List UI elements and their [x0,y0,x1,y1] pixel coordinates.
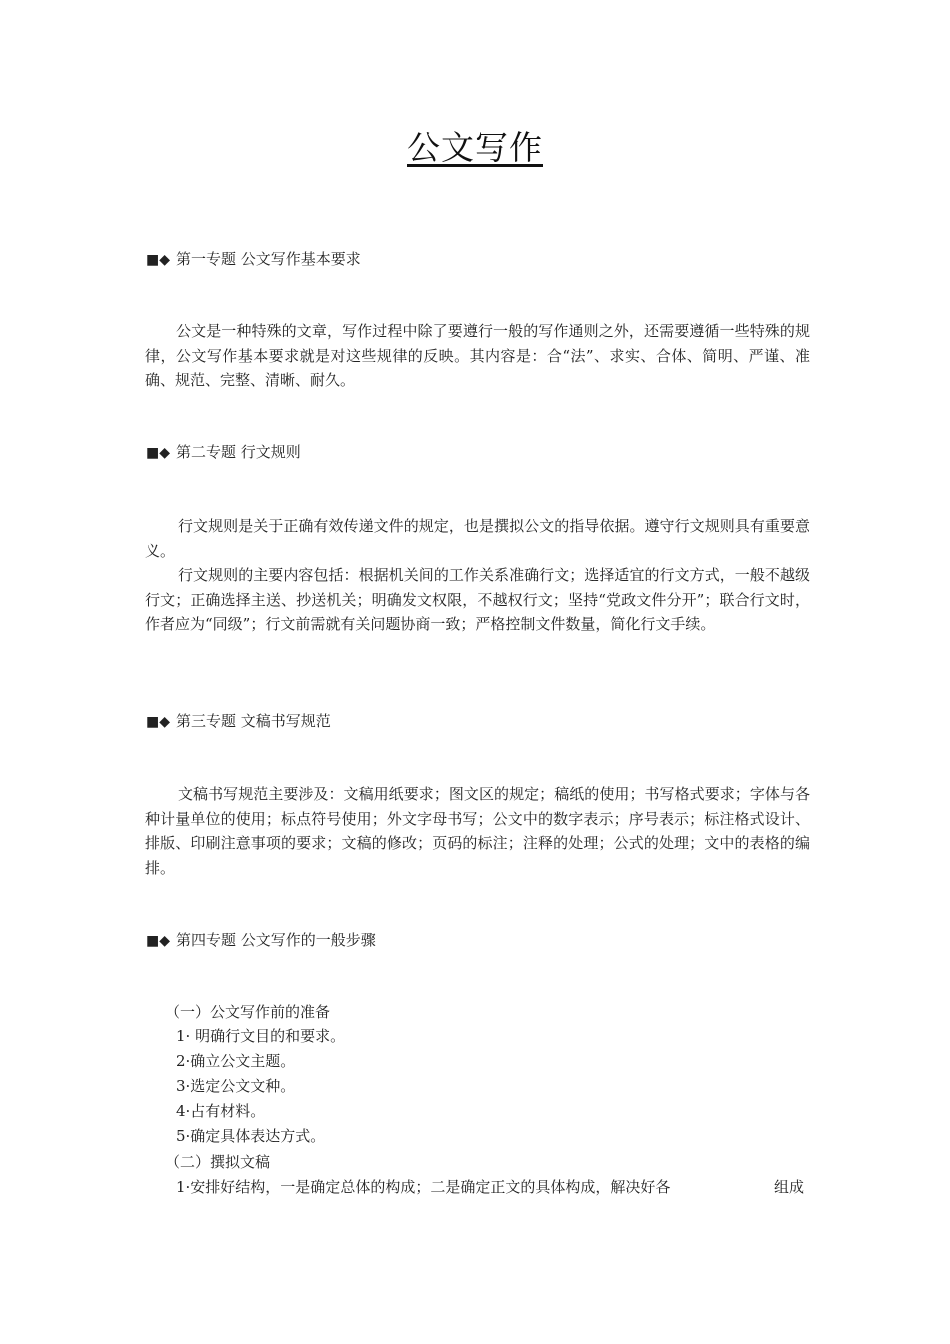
list-item: 1·安排好结构，一是确定总体的构成；二是确定正文的具体构成，解决好各 [176,1178,671,1196]
paragraph: 行文规则的主要内容包括：根据机关间的工作关系准确行文；选择适宜的行文方式，一般不越级行文；正确选择主送、抄送机关；明确发文权限，不越权行文；坚持“党政文件分开”；联合行文时，作者应为“同级”；行文前需就有关问题协商一致；严格控制文件数量，简化行文手续。 [145,566,810,633]
paragraph: 公文是一种特殊的文章，写作过程中除了要遵行一般的写作通则之外，还需要遵循一些特殊的规律，公文写作基本要求就是对这些规律的反映。其内容是：合“法”、求实、合体、简明、严谨、准确、规范、完整、清晰、耐久。 [145,322,810,389]
list-item: 4·占有材料。 [176,1102,266,1120]
square-diamond-icon: ■◆ [146,252,170,268]
list-item-continuation: 组成 [774,1178,805,1196]
section-heading-text: 第二专题 行文规则 [176,443,301,461]
square-diamond-icon: ■◆ [146,933,170,949]
section-heading-1 [146,247,361,272]
list-item: 2·确立公文主题。 [176,1052,296,1070]
page-title: 公文写作 [407,128,543,167]
section-heading-text: 第四专题 公文写作的一般步骤 [176,931,376,949]
section-heading-2 [146,440,301,465]
section-heading-4 [146,928,376,953]
paragraph: 文稿书写规范主要涉及：文稿用纸要求；图文区的规定；稿纸的使用；书写格式要求；字体与各种计量单位的使用；标点符号使用；外文字母书写；公文中的数字表示；序号表示；标注格式设计、排版、印刷注意事项的要求；文稿的修改；页码的标注；注释的处理；公式的处理；文中的表格的编排。 [145,785,810,877]
section-heading-text: 第一专题 公文写作基本要求 [176,250,361,268]
square-diamond-icon: ■◆ [146,714,170,730]
subsection-title: （一）公文写作前的准备 [165,1003,331,1021]
paragraph: 行文规则是关于正确有效传递文件的规定，也是撰拟公文的指导依据。遵守行文规则具有重要意义。 [145,517,810,560]
list-item: 5·确定具体表达方式。 [176,1127,326,1145]
square-diamond-icon: ■◆ [146,445,170,461]
subsection-title: （二）撰拟文稿 [165,1153,271,1171]
section-heading-text: 第三专题 文稿书写规范 [176,712,331,730]
list-item: 1· 明确行文目的和要求。 [176,1027,346,1045]
section-heading-3 [146,709,331,734]
list-item: 3·选定公文文种。 [176,1077,296,1095]
